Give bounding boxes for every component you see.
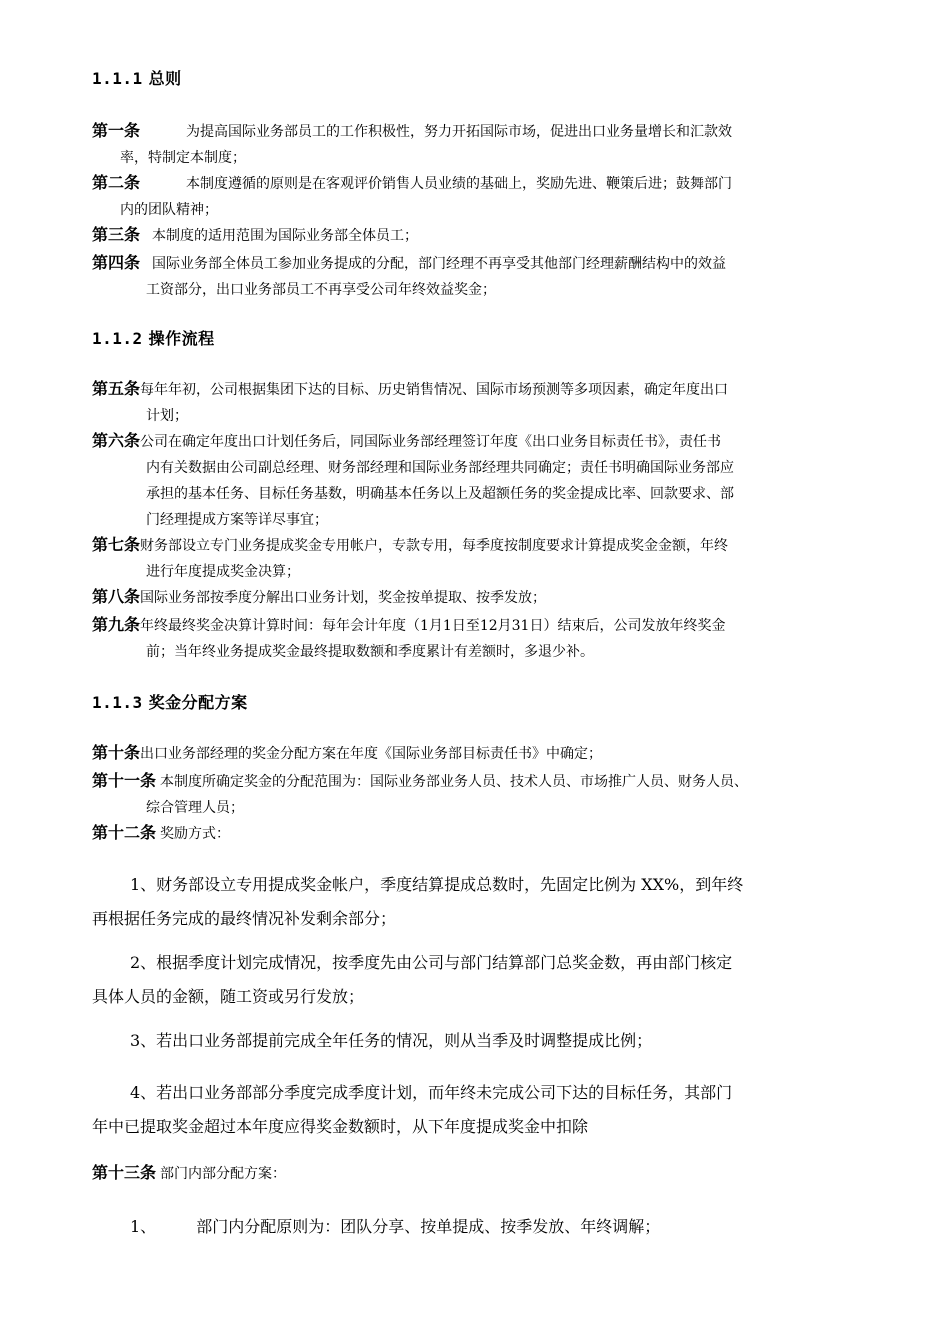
list-item-text: 部门内分配原则为：团队分享、按单提成、按季发放、年终调解； xyxy=(196,1217,661,1236)
article-10 xyxy=(92,740,882,767)
article-text: 本制度遵循的原则是在客观评价销售人员业绩的基础上，奖励先进、鞭策后进；鼓舞部门 xyxy=(186,176,733,192)
list-item-text: 3、若出口业务部提前完成全年任务的情况，则从当季及时调整提成比例； xyxy=(130,1031,653,1050)
article-text: 工资部分，出口业务部员工不再享受公司年终效益奖金； xyxy=(146,282,496,298)
section-heading xyxy=(92,690,248,713)
reward-item-1 xyxy=(92,868,890,936)
article-9 xyxy=(92,612,882,665)
section-number: 1.1.2 xyxy=(92,329,143,348)
article-7 xyxy=(92,532,882,585)
list-item-text: 2、根据季度计划完成情况，按季度先由公司与部门结算部门总奖金数，再由部门核定 xyxy=(130,953,733,972)
article-label: 第三条 xyxy=(92,225,141,244)
article-label: 第四条 xyxy=(92,253,141,272)
article-label: 第十二条 xyxy=(92,823,157,842)
article-label: 第十三条 xyxy=(92,1163,157,1182)
article-8 xyxy=(92,584,882,611)
article-text: 国际业务部按季度分解出口业务计划，奖金按单提取、按季发放； xyxy=(140,590,547,606)
list-item-text: 再根据任务完成的最终情况补发剩余部分； xyxy=(92,909,397,928)
article-label: 第八条 xyxy=(92,587,141,606)
article-text: 出口业务部经理的奖金分配方案在年度《国际业务部目标责任书》中确定； xyxy=(140,746,603,762)
article-text: 每年年初，公司根据集团下达的目标、历史销售情况、国际市场预测等多项因素，确定年度出口 xyxy=(140,382,729,398)
article-text: 计划； xyxy=(146,408,188,424)
article-label: 第一条 xyxy=(92,121,141,140)
article-text: 财务部设立专门业务提成奖金专用帐户，专款专用，每季度按制度要求计算提成奖金金额，年终 xyxy=(140,538,729,554)
article-text: 进行年度提成奖金决算； xyxy=(146,564,300,580)
section-heading xyxy=(92,326,215,349)
article-label: 第十一条 xyxy=(92,771,157,790)
article-text: 门经理提成方案等详尽事宜； xyxy=(146,512,328,528)
section-number: 1.1.1 xyxy=(92,69,143,88)
article-label: 第十条 xyxy=(92,743,141,762)
list-item-number: 1、 xyxy=(130,1217,157,1236)
list-item-text: 4、若出口业务部部分季度完成季度计划，而年终未完成公司下达的目标任务，其部门 xyxy=(130,1083,733,1102)
list-item-text: 年中已提取奖金超过本年度应得奖金数额时，从下年度提成奖金中扣除 xyxy=(92,1117,589,1136)
article-text: 为提高国际业务部员工的工作积极性，努力开拓国际市场，促进出口业务量增长和汇款效 xyxy=(186,124,733,140)
reward-item-2 xyxy=(92,946,890,1014)
reward-item-3 xyxy=(130,1024,890,1058)
article-1 xyxy=(92,118,882,171)
article-12 xyxy=(92,820,882,847)
article-6 xyxy=(92,428,882,533)
article-label: 第六条 xyxy=(92,431,141,450)
article-text: 奖励方式： xyxy=(160,826,231,842)
article-5 xyxy=(92,376,882,429)
article-text: 承担的基本任务、目标任务基数，明确基本任务以上及超额任务的奖金提成比率、回款要求、部 xyxy=(146,486,734,502)
article-text: 内的团队精神； xyxy=(120,202,218,218)
list-item-text: 1、财务部设立专用提成奖金帐户，季度结算提成总数时，先固定比例为 XX%，到年终 xyxy=(130,875,744,894)
section-title: 总则 xyxy=(148,69,182,88)
article-text: 率，特制定本制度； xyxy=(120,150,246,166)
article-2 xyxy=(92,170,882,223)
article-label: 第九条 xyxy=(92,615,141,634)
article-text: 综合管理人员； xyxy=(146,800,244,816)
dept-item-1 xyxy=(130,1210,890,1244)
article-label: 第二条 xyxy=(92,173,141,192)
article-label: 第五条 xyxy=(92,379,141,398)
article-text: 公司在确定年度出口计划任务后，同国际业务部经理签订年度《出口业务目标责任书》，责任书 xyxy=(140,434,722,450)
section-title: 奖金分配方案 xyxy=(148,693,248,712)
list-item-text: 具体人员的金额，随工资或另行发放； xyxy=(92,987,365,1006)
article-text: 部门内部分配方案： xyxy=(160,1166,287,1182)
article-text: 国际业务部全体员工参加业务提成的分配，部门经理不再享受其他部门经理薪酬结构中的效益 xyxy=(152,256,727,272)
article-text: 年终最终奖金决算计算时间：每年会计年度（1月1日至12月31日）结束后，公司发放年终奖金 xyxy=(140,618,726,634)
article-4 xyxy=(92,250,882,303)
section-heading xyxy=(92,66,182,89)
article-text: 本制度所确定奖金的分配范围为：国际业务部业务人员、技术人员、市场推广人员、财务人员、 xyxy=(160,774,749,790)
article-13 xyxy=(92,1160,882,1187)
section-number: 1.1.3 xyxy=(92,693,143,712)
article-label: 第七条 xyxy=(92,535,141,554)
section-title: 操作流程 xyxy=(148,329,215,348)
article-text: 本制度的适用范围为国际业务部全体员工； xyxy=(152,228,419,244)
article-text: 前；当年终业务提成奖金最终提取数额和季度累计有差额时，多退少补。 xyxy=(146,644,594,660)
article-text: 内有关数据由公司副总经理、财务部经理和国际业务部经理共同确定；责任书明确国际业务部应 xyxy=(146,460,734,476)
article-3 xyxy=(92,222,882,249)
article-11 xyxy=(92,768,882,821)
reward-item-4 xyxy=(92,1076,890,1144)
